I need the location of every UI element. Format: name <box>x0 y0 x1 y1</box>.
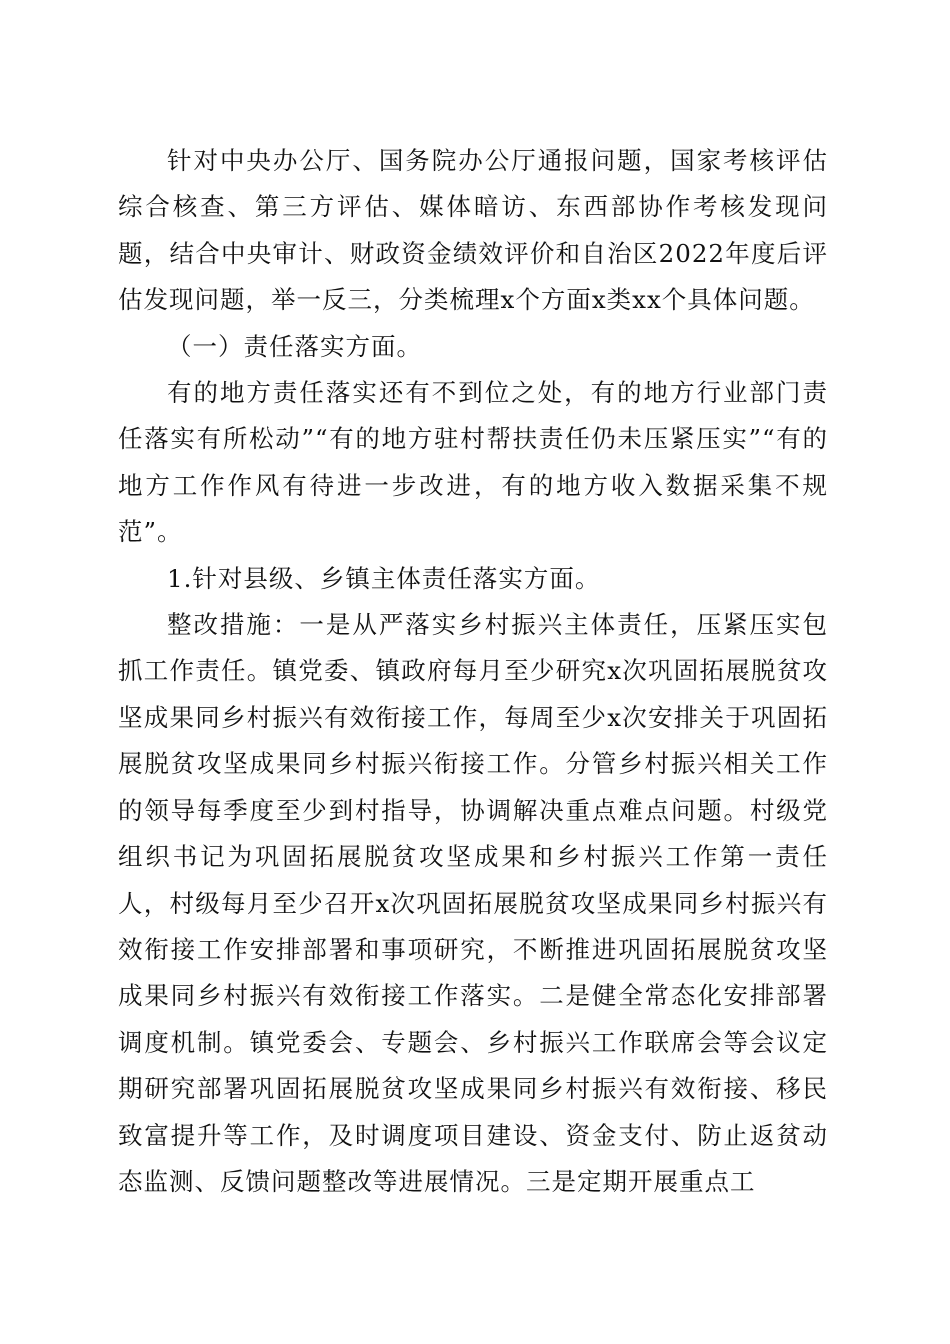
subsection-heading: 1.针对县级、乡镇主体责任落实方面。 <box>167 563 601 593</box>
intro-paragraph: 针对中央办公厅、国务院办公厅通报问题，国家考核评估综合核查、第三方评估、媒体暗访、东西部协作考核发现问题，结合中央审计、财政资金绩效评价和自治区2022年度后评估发现问题，举一反三，分类梳理x个方面x类xx个具体问题。 <box>118 146 828 315</box>
document-body <box>118 138 828 1205</box>
measures-paragraph: 整改措施：一是从严落实乡村振兴主体责任，压紧压实包抓工作责任。镇党委、镇政府每月至少研究x次巩固拓展脱贫攻坚成果同乡村振兴有效衔接工作，每周至少x次安排关于巩固拓展脱贫攻坚成果同乡村振兴衔接工作。分管乡村振兴相关工作的领导每季度至少到村指导，协调解决重点难点问题。村级党组织书记为巩固拓展脱贫攻坚成果和乡村振兴工作第一责任人，村级每月至少召开x次巩固拓展脱贫攻坚成果同乡村振兴有效衔接工作安排部署和事项研究，不断推进巩固拓展脱贫攻坚成果同乡村振兴有效衔接工作落实。二是健全常态化安排部署调度机制。镇党委会、专题会、乡村振兴工作联席会等会议定期研究部署巩固拓展脱贫攻坚成果同乡村振兴有效衔接、移民致富提升等工作，及时调度项目建设、资金支付、防止返贫动态监测、反馈问题整改等进展情况。三是定期开展重点工 <box>118 610 828 1196</box>
section-heading: （一）责任落实方面。 <box>167 331 422 361</box>
problem-paragraph: 有的地方责任落实还有不到位之处，有的地方行业部门责任落实有所松动”“有的地方驻村帮扶责任仍未压紧压实”“有的地方工作作风有待进一步改进，有的地方收入数据采集不规范”。 <box>118 378 828 547</box>
